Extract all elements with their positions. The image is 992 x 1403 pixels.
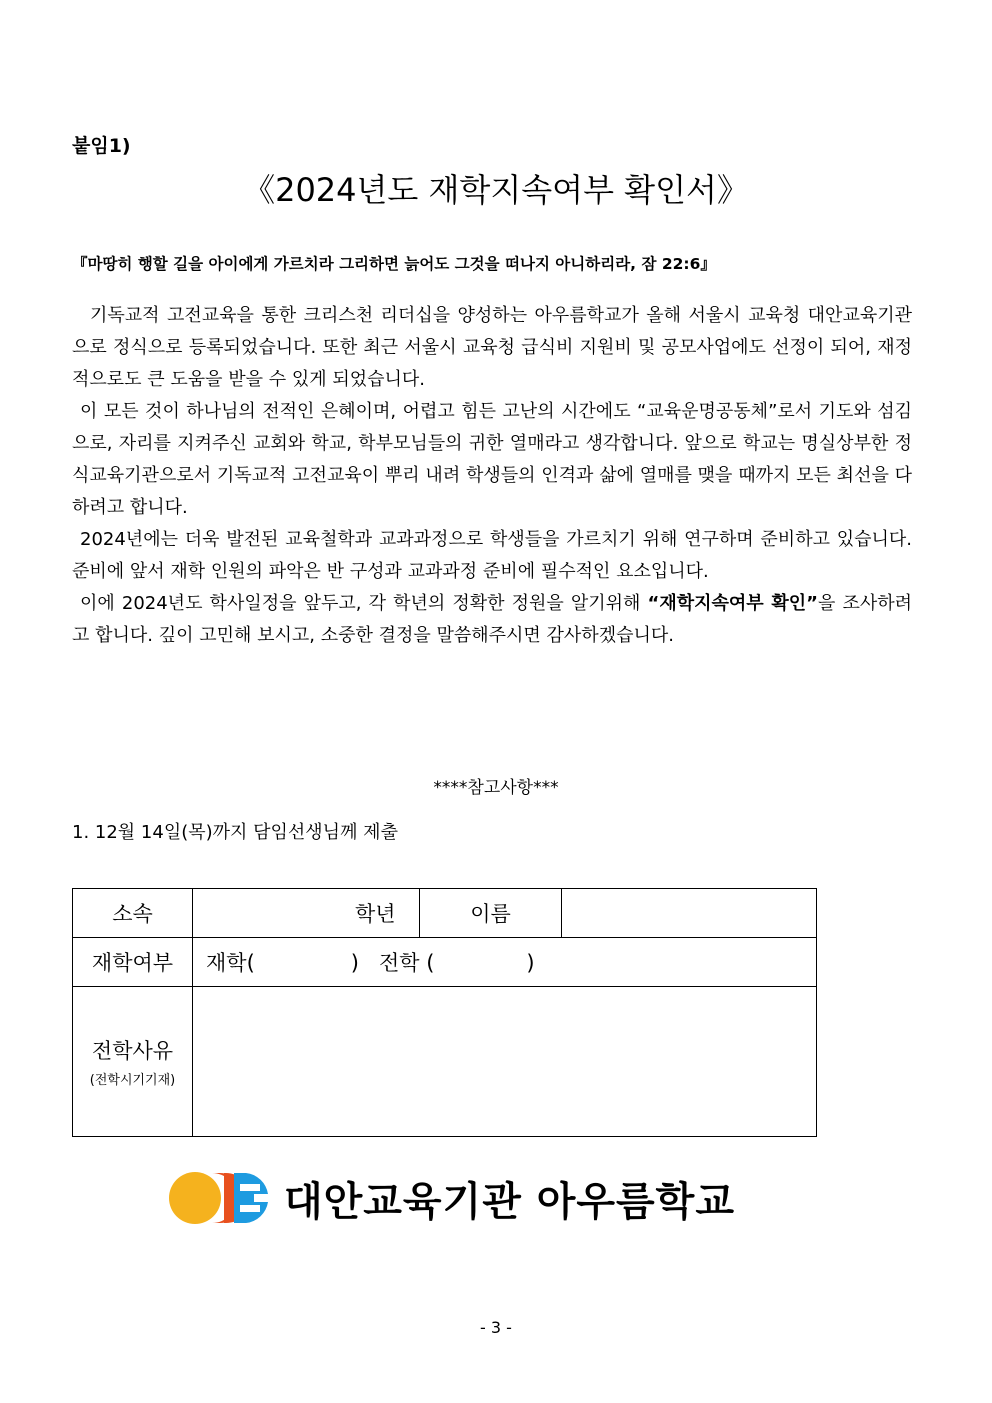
status-label: 재학여부 <box>73 938 193 987</box>
reason-sublabel: (전학시기기재) <box>89 1073 176 1088</box>
form-row-status <box>73 938 817 987</box>
school-logo-text: 대안교육기관 아우름학교 <box>284 1178 735 1225</box>
verse-quote: 『마땅히 행할 길을 아이에게 가르치라 그리하면 늙어도 그것을 떠나지 아니하리라, 잠 22:6』 <box>72 255 716 273</box>
name-label: 이름 <box>420 889 562 938</box>
name-field[interactable] <box>562 889 817 938</box>
page-number: - 3 - <box>480 1318 512 1337</box>
paragraph-4-text-b: 을 조사하려고 합니다. 깊이 고민해 보시고, 소중한 결정을 말씀해주시면 감사하겠습니다. <box>72 593 912 646</box>
paragraph-4-bold: “재학지속여부 확인” <box>647 593 818 614</box>
grade-field[interactable] <box>193 889 420 938</box>
transfer-close-paren: ) <box>526 951 535 975</box>
paragraph-2: 이 모든 것이 하나님의 전적인 은혜이며, 어렵고 힘든 고난의 시간에도 “교육운명공동체”로서 기도와 섬김으로, 자리를 지켜주신 교회와 학교, 학부모님들의 귀한 열매라고 생각합니다. 앞으로 학교는 명실상부한 정식교육기관으로서 기독교적 고전교육이 뿌리 내려 학생들의 인격과 삶에 열매를 맺을 때까지 모든 최선을 다하려고 합니다. <box>72 401 912 518</box>
grade-label: 학년 <box>355 902 396 926</box>
attachment-label: 붙임1) <box>72 135 131 157</box>
reference-item-1: 1. 12월 14일(목)까지 담임선생님께 제출 <box>72 822 398 843</box>
page-title: 《2024년도 재학지속여부 확인서》 <box>243 171 749 209</box>
form-row-affiliation <box>73 889 817 938</box>
paragraph-3: 2024년에는 더욱 발전된 교육철학과 교과과정으로 학생들을 가르치기 위해 연구하며 준비하고 있습니다. 준비에 앞서 재학 인원의 파악은 반 구성과 교과과정 준비에 필수적인 요소입니다. <box>72 529 912 582</box>
reason-field[interactable] <box>193 987 817 1137</box>
transfer-option[interactable]: 전학 ( <box>378 951 435 975</box>
reason-label: 전학사유 <box>91 1039 174 1063</box>
confirmation-form <box>72 888 817 1137</box>
affiliation-label: 소속 <box>73 889 193 938</box>
letter-body <box>72 300 912 652</box>
reason-label-cell <box>73 987 193 1137</box>
form-row-reason <box>73 987 817 1137</box>
paragraph-4-text-a: 이에 2024년도 학사일정을 앞두고, 각 학년의 정확한 정원을 알기위해 <box>80 593 648 614</box>
paragraph-1: 기독교적 고전교육을 통한 크리스천 리더십을 양성하는 아우름학교가 올해 서울시 교육청 대안교육기관으로 정식으로 등록되었습니다. 또한 최근 서울시 교육청 급식비 지원비 및 공모사업에도 선정이 되어, 재정적으로도 큰 도움을 받을 수 있게 되었습니다. <box>72 305 912 390</box>
school-logo <box>168 1168 735 1228</box>
school-logo-icon <box>168 1170 270 1226</box>
enrolled-close-paren: ) <box>350 951 359 975</box>
paragraph-4 <box>72 588 912 652</box>
status-field[interactable] <box>193 938 817 987</box>
enrolled-option[interactable]: 재학( <box>206 951 255 975</box>
reference-heading: ****참고사항*** <box>433 778 559 798</box>
